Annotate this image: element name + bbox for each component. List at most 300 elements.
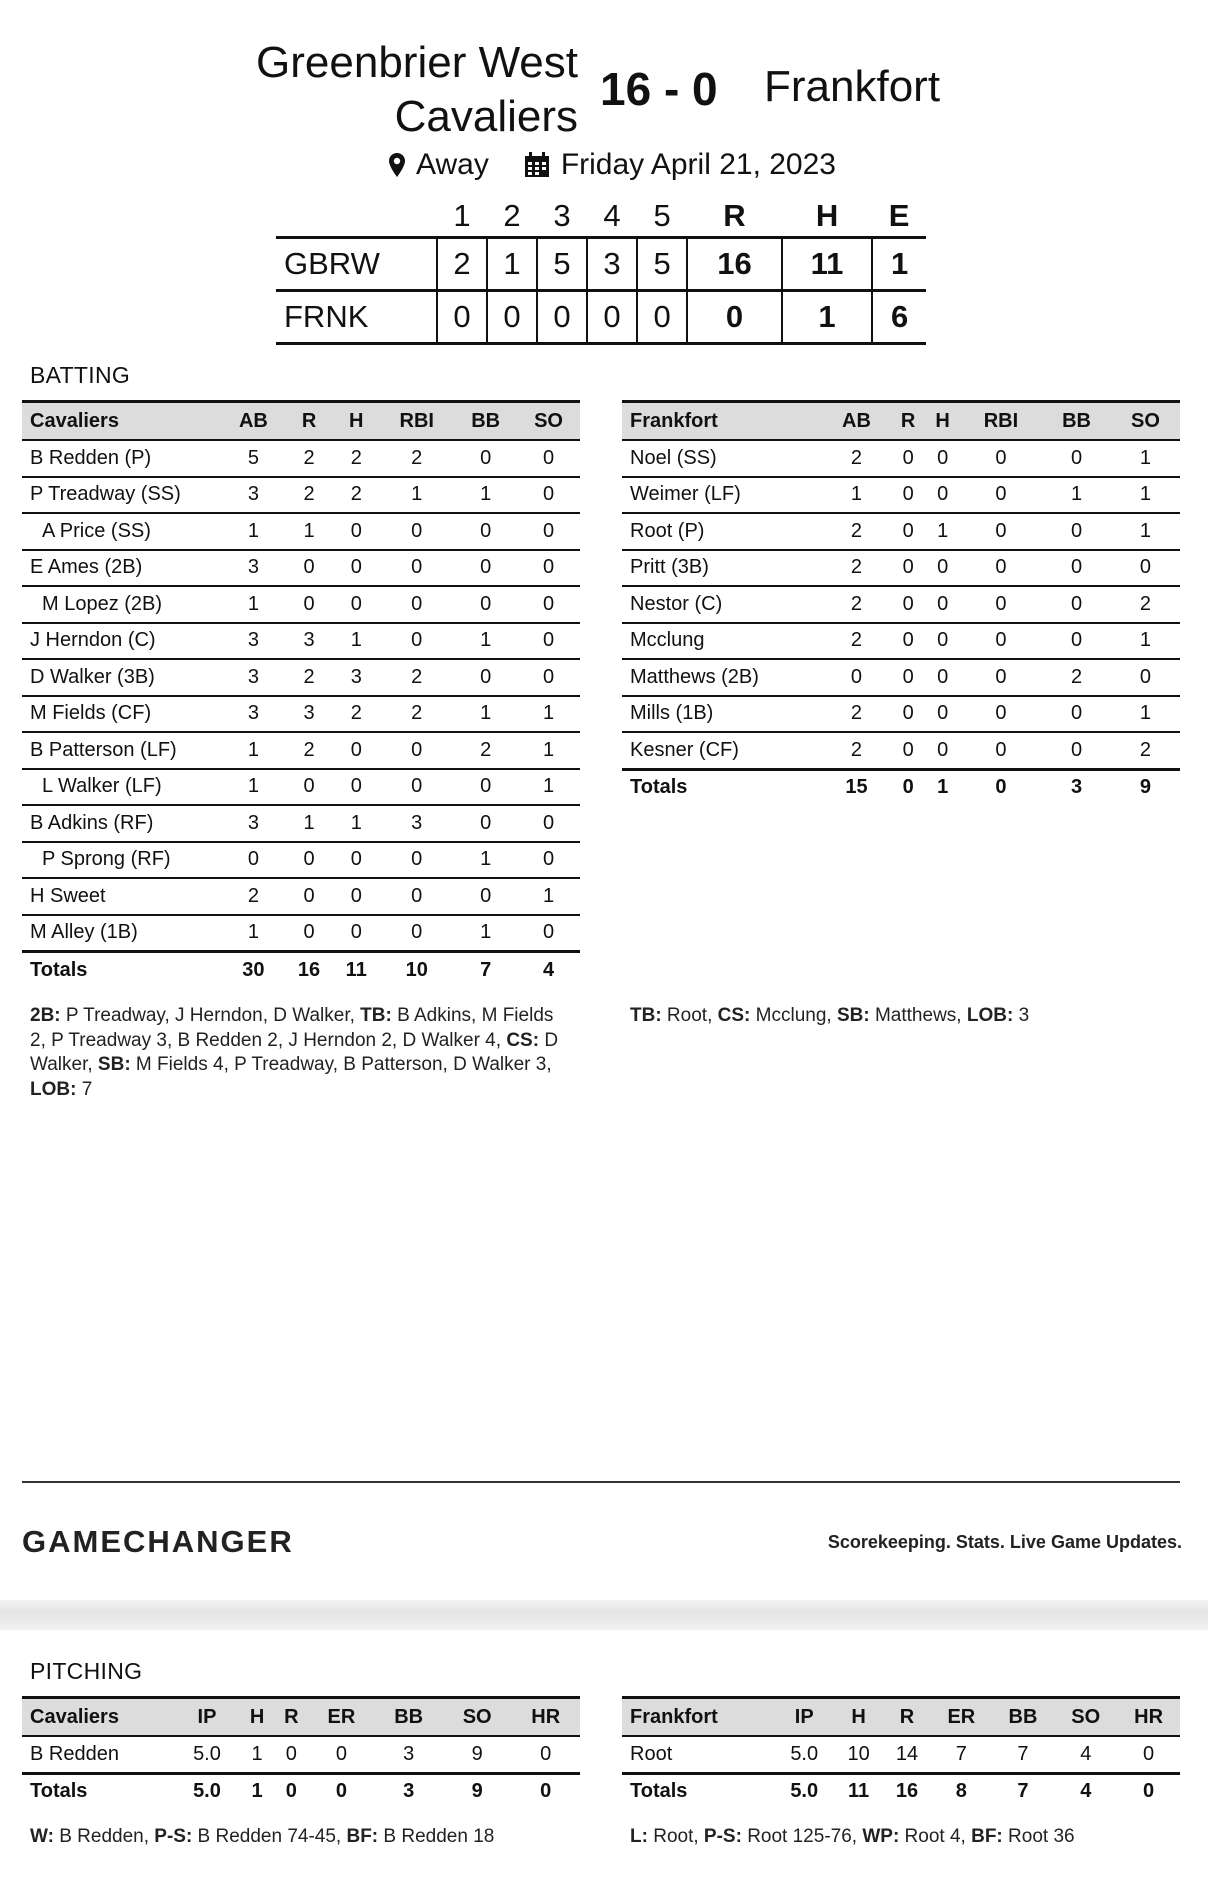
stat-value: 0 (333, 842, 379, 879)
player-row (622, 586, 1180, 623)
total-value: 0 (335, 1780, 347, 1803)
stat-value: 0 (925, 732, 959, 769)
player-row (22, 842, 580, 879)
stat-value: 0 (454, 769, 517, 806)
total-value: 0 (902, 776, 914, 799)
stat-value: 2 (822, 513, 891, 550)
note-label: CS: (717, 1005, 751, 1026)
stat-value: 1 (517, 696, 580, 733)
stat-value: 0 (960, 623, 1042, 660)
stat-value: 0 (517, 440, 580, 477)
note-label: CS: (506, 1029, 540, 1051)
stat-value: 1 (925, 513, 959, 550)
total-runs: 0 (687, 291, 782, 344)
away-team-name: Frankfort (764, 62, 941, 111)
note-label: WP: (862, 1826, 900, 1847)
stat-value: 2 (333, 696, 379, 733)
note-text: 7 (76, 1078, 93, 1100)
stat-value: 7 (931, 1736, 991, 1773)
player-row (622, 1736, 1180, 1773)
stat-value: 1 (1111, 696, 1180, 733)
note-text: P Treadway, J Herndon, D Walker, (60, 1005, 361, 1026)
stat-value: 1 (222, 915, 285, 952)
stat-value: 2 (222, 878, 285, 915)
stat-value: 0 (891, 550, 925, 587)
stat-value: 2 (454, 732, 517, 769)
stat-value: 0 (308, 1736, 374, 1773)
total-value: 1 (251, 1780, 263, 1803)
player-row (22, 805, 580, 842)
linescore-team: GBRW (284, 246, 380, 281)
note-label: LOB: (30, 1078, 77, 1100)
stat-value: 0 (925, 477, 959, 514)
stat-value: 0 (285, 769, 333, 806)
stat-value: 0 (891, 659, 925, 696)
stats-header-row (22, 402, 580, 441)
stat-value: 1 (1111, 477, 1180, 514)
batting-table-home (22, 400, 580, 988)
player-name: Kesner (CF) (622, 732, 822, 769)
stat-value: 0 (891, 477, 925, 514)
total-value: 7 (1017, 1780, 1029, 1803)
stat-column-header: BB (1062, 409, 1091, 432)
stat-value: 0 (891, 623, 925, 660)
total-value: 11 (345, 958, 367, 981)
inning-score: 0 (637, 291, 687, 344)
linescore-header-row (276, 196, 926, 238)
stat-value: 3 (379, 805, 454, 842)
batting-notes-home (30, 1004, 570, 1102)
stat-column-header: BB (394, 1705, 424, 1728)
note-label: SB: (836, 1005, 870, 1026)
note-text: 3 (1013, 1005, 1030, 1026)
total-value: 11 (848, 1780, 870, 1803)
stat-value: 1 (379, 477, 454, 514)
player-name: Mills (1B) (622, 696, 822, 733)
stat-column-header: H (249, 1705, 265, 1728)
stat-value: 1 (454, 842, 517, 879)
linescore-team-header (276, 196, 437, 238)
player-name: D Walker (3B) (22, 659, 222, 696)
player-name: B Redden (22, 1736, 174, 1773)
player-row (622, 732, 1180, 769)
stat-value: 2 (333, 440, 379, 477)
stat-column-header: ER (327, 1705, 356, 1728)
player-row (622, 696, 1180, 733)
player-name: Mcclung (622, 623, 822, 660)
note-label: TB: (360, 1005, 392, 1026)
stat-value: 5 (222, 440, 285, 477)
stat-value: 2 (333, 477, 379, 514)
stat-value: 3 (222, 477, 285, 514)
stat-value: 0 (285, 878, 333, 915)
player-row (622, 477, 1180, 514)
player-row (22, 550, 580, 587)
total-value: 3 (403, 1780, 415, 1803)
stat-value: 0 (1117, 1736, 1180, 1773)
stat-value: 1 (517, 769, 580, 806)
note-text: Root, (661, 1005, 718, 1026)
total-value: 9 (471, 1780, 483, 1803)
player-row (22, 1736, 580, 1773)
stat-value: 0 (454, 659, 517, 696)
stat-value: 1 (454, 915, 517, 952)
note-label: LOB: (966, 1005, 1014, 1026)
player-row (22, 586, 580, 623)
totals-label: Totals (30, 958, 88, 981)
stat-value: 14 (883, 1736, 931, 1773)
location-text: Away (416, 148, 489, 181)
stat-value: 0 (1042, 732, 1111, 769)
stat-value: 1 (285, 805, 333, 842)
stat-value: 0 (379, 586, 454, 623)
pitching-notes-away (630, 1825, 1190, 1850)
stat-value: 3 (285, 623, 333, 660)
total-value: 16 (895, 1780, 919, 1803)
calendar-icon (523, 151, 551, 179)
inning-score: 0 (487, 291, 537, 344)
stat-column-header: R (900, 409, 916, 432)
stat-value: 2 (285, 732, 333, 769)
gamechanger-logo: GAMECHANGER (22, 1524, 294, 1559)
inning-score: 3 (587, 238, 637, 291)
note-text: Root 36 (1002, 1826, 1075, 1847)
runs-header: R (723, 198, 746, 233)
stat-value: 0 (379, 842, 454, 879)
stat-value: 2 (1111, 586, 1180, 623)
stat-value: 2 (822, 623, 891, 660)
stat-value: 0 (1111, 550, 1180, 587)
team-column-header: Frankfort (630, 409, 718, 432)
stat-value: 0 (379, 915, 454, 952)
stat-value: 1 (222, 732, 285, 769)
note-label: P-S: (154, 1826, 193, 1847)
total-value: 30 (242, 958, 265, 981)
stat-value: 0 (333, 878, 379, 915)
map-pin-icon (388, 152, 406, 178)
errors-header: E (888, 198, 910, 233)
stat-value: 3 (222, 659, 285, 696)
stat-column-header: AB (238, 409, 268, 432)
stat-value: 2 (822, 732, 891, 769)
note-label: P-S: (703, 1826, 742, 1847)
totals-row (22, 1773, 580, 1809)
stats-header-row (22, 1698, 580, 1737)
total-value: 0 (995, 776, 1007, 799)
stat-value: 2 (379, 659, 454, 696)
player-row (22, 878, 580, 915)
stat-column-header: IP (794, 1705, 814, 1728)
totals-label: Totals (630, 1780, 688, 1803)
stat-value: 2 (822, 440, 891, 477)
player-row (622, 440, 1180, 477)
stat-value: 0 (379, 513, 454, 550)
stat-value: 1 (240, 1736, 274, 1773)
stat-column-header: IP (197, 1705, 217, 1728)
total-hits: 11 (782, 238, 872, 291)
stat-value: 0 (891, 732, 925, 769)
pitching-section-title: PITCHING (30, 1658, 143, 1684)
team-column-header: Frankfort (630, 1705, 718, 1728)
stat-value: 0 (960, 696, 1042, 733)
stat-column-header: H (935, 409, 950, 432)
stat-value: 0 (960, 550, 1042, 587)
total-value: 16 (297, 958, 321, 981)
total-value: 3 (1070, 776, 1083, 799)
stat-value: 2 (1111, 732, 1180, 769)
stat-column-header: HR (531, 1705, 561, 1728)
player-row (22, 477, 580, 514)
stat-column-header: H (851, 1705, 866, 1728)
hits-header: H (815, 198, 839, 233)
stat-value: 0 (379, 732, 454, 769)
player-name: A Price (SS) (22, 513, 222, 550)
stat-value: 3 (285, 696, 333, 733)
stat-value: 0 (925, 659, 959, 696)
stats-header-row (622, 402, 1180, 441)
footer-divider (22, 1481, 1180, 1483)
stat-value: 0 (333, 513, 379, 550)
stat-value: 1 (454, 477, 517, 514)
stat-value: 0 (517, 586, 580, 623)
stat-value: 1 (222, 769, 285, 806)
stat-value: 3 (222, 550, 285, 587)
total-value: 0 (285, 1780, 297, 1803)
stat-value: 0 (960, 586, 1042, 623)
inning-header: 1 (453, 198, 471, 233)
stat-column-header: HR (1134, 1705, 1164, 1728)
stat-value: 0 (1042, 550, 1111, 587)
total-hits: 1 (782, 291, 872, 344)
stat-value: 0 (925, 586, 959, 623)
note-text: Root 125-76, (741, 1826, 863, 1847)
stat-value: 0 (925, 440, 959, 477)
player-row (622, 659, 1180, 696)
player-name: Root (P) (622, 513, 822, 550)
stat-value: 0 (517, 915, 580, 952)
stat-value: 3 (222, 805, 285, 842)
stat-value: 0 (517, 477, 580, 514)
stats-header-row (622, 1698, 1180, 1737)
note-label: BF: (971, 1826, 1003, 1847)
stat-value: 1 (222, 586, 285, 623)
stat-value: 0 (333, 732, 379, 769)
stat-value: 2 (1042, 659, 1111, 696)
stat-value: 0 (379, 550, 454, 587)
stat-value: 5.0 (774, 1736, 834, 1773)
stat-value: 0 (333, 915, 379, 952)
note-text: B Redden, (53, 1826, 155, 1847)
stat-value: 0 (274, 1736, 308, 1773)
stat-value: 7 (992, 1736, 1055, 1773)
final-score: 16 - 0 (600, 63, 718, 115)
stat-value: 2 (285, 659, 333, 696)
total-value: 0 (540, 1780, 552, 1803)
note-label: 2B: (30, 1005, 61, 1026)
player-row (22, 696, 580, 733)
stat-value: 1 (333, 623, 379, 660)
stat-value: 0 (1111, 659, 1180, 696)
stat-value: 0 (333, 550, 379, 587)
player-name: B Redden (P) (22, 440, 222, 477)
player-row (22, 769, 580, 806)
linescore-team: FRNK (284, 299, 369, 334)
note-text: B Adkins, M Fields 2, P Treadway 3, B Redden 2, J Herndon 2, D Walker 4, (30, 1005, 554, 1051)
stat-column-header: R (284, 1705, 299, 1728)
player-name: H Sweet (22, 878, 222, 915)
stat-value: 1 (822, 477, 891, 514)
stat-value: 0 (454, 550, 517, 587)
stat-value: 2 (379, 696, 454, 733)
stat-column-header: RBI (983, 409, 1019, 432)
player-row (22, 623, 580, 660)
note-text: Matthews, (869, 1005, 967, 1026)
stat-value: 0 (454, 878, 517, 915)
note-text: D Walker, (30, 1029, 559, 1075)
stat-value: 0 (517, 659, 580, 696)
stat-value: 0 (285, 842, 333, 879)
player-name: L Walker (LF) (22, 769, 222, 806)
pitching-table-away (622, 1696, 1180, 1809)
player-name: J Herndon (C) (22, 623, 222, 660)
total-value: 9 (1139, 776, 1152, 799)
stat-column-header: BB (471, 409, 501, 432)
player-name: P Sprong (RF) (22, 842, 222, 879)
totals-row (622, 769, 1180, 805)
player-row (22, 440, 580, 477)
stat-value: 0 (517, 842, 580, 879)
player-name: P Treadway (SS) (22, 477, 222, 514)
stat-value: 2 (285, 440, 333, 477)
total-value: 4 (542, 958, 555, 981)
game-date: Friday April 21, 2023 (560, 148, 836, 181)
total-errors: 6 (872, 291, 926, 344)
totals-row (22, 952, 580, 988)
inning-score: 2 (437, 238, 487, 291)
player-row (622, 550, 1180, 587)
note-text: Mcclung, (750, 1005, 837, 1026)
player-name: Noel (SS) (622, 440, 822, 477)
pitching-notes-home (30, 1825, 590, 1850)
stat-value: 0 (517, 550, 580, 587)
player-name: M Fields (CF) (22, 696, 222, 733)
player-row (22, 659, 580, 696)
stat-value: 0 (222, 842, 285, 879)
stat-value: 4 (1054, 1736, 1117, 1773)
total-value: 0 (1143, 1780, 1155, 1803)
inning-score: 0 (587, 291, 637, 344)
batting-table-away (622, 400, 1180, 805)
note-label: W: (30, 1826, 54, 1847)
total-value: 10 (405, 958, 428, 981)
stat-value: 0 (960, 659, 1042, 696)
stat-value: 0 (891, 440, 925, 477)
totals-row (622, 1773, 1180, 1809)
stat-value: 0 (822, 659, 891, 696)
linescore-table (276, 196, 926, 345)
stat-value: 10 (834, 1736, 882, 1773)
stat-column-header: R (301, 409, 317, 432)
player-name: Pritt (3B) (622, 550, 822, 587)
home-team-line1: Greenbrier West (256, 38, 578, 87)
stat-column-header: SO (1071, 1705, 1101, 1728)
stat-value: 0 (960, 477, 1042, 514)
stat-value: 0 (517, 805, 580, 842)
inning-score: 1 (487, 238, 537, 291)
note-label: BF: (346, 1826, 379, 1847)
pitching-table-home (22, 1696, 580, 1809)
stat-value: 3 (374, 1736, 443, 1773)
stat-value: 1 (517, 732, 580, 769)
stat-value: 0 (511, 1736, 580, 1773)
stat-value: 1 (285, 513, 333, 550)
player-row (22, 915, 580, 952)
stat-value: 1 (1042, 477, 1111, 514)
stat-value: 5.0 (174, 1736, 240, 1773)
stat-column-header: RBI (399, 409, 434, 432)
stat-value: 9 (443, 1736, 512, 1773)
stat-column-header: H (349, 409, 364, 432)
game-meta (388, 148, 836, 182)
stat-value: 0 (285, 915, 333, 952)
stat-value: 0 (333, 586, 379, 623)
note-label: SB: (97, 1054, 131, 1075)
stat-value: 0 (1042, 513, 1111, 550)
totals-label: Totals (30, 1780, 88, 1803)
stat-value: 0 (891, 586, 925, 623)
player-row (22, 732, 580, 769)
stat-value: 0 (333, 769, 379, 806)
linescore-row-away (276, 291, 926, 344)
stat-value: 3 (222, 623, 285, 660)
stat-value: 0 (517, 623, 580, 660)
stat-column-header: SO (1131, 409, 1160, 432)
player-name: B Patterson (LF) (22, 732, 222, 769)
note-text: Root 4, (899, 1826, 972, 1847)
inning-score: 5 (637, 238, 687, 291)
player-name: Root (622, 1736, 774, 1773)
stat-value: 0 (379, 769, 454, 806)
stat-value: 0 (960, 513, 1042, 550)
total-value: 7 (480, 958, 492, 981)
inning-score: 5 (537, 238, 587, 291)
inning-header: 4 (603, 198, 621, 233)
stat-value: 0 (891, 696, 925, 733)
stat-value: 1 (454, 623, 517, 660)
page-break-band (0, 1600, 1208, 1630)
stat-value: 2 (822, 696, 891, 733)
note-text: Root, (647, 1826, 704, 1847)
stat-value: 0 (1042, 623, 1111, 660)
totals-label: Totals (630, 776, 688, 799)
total-errors: 1 (872, 238, 926, 291)
stat-value: 2 (822, 586, 891, 623)
stat-value: 3 (222, 696, 285, 733)
player-name: Weimer (LF) (622, 477, 822, 514)
stat-value: 0 (285, 586, 333, 623)
stat-value: 0 (960, 440, 1042, 477)
note-label: TB: (630, 1005, 662, 1026)
batting-section-title: BATTING (30, 362, 131, 388)
total-value: 8 (955, 1780, 967, 1803)
stat-value: 0 (379, 878, 454, 915)
stat-column-header: ER (947, 1705, 976, 1728)
player-row (22, 513, 580, 550)
stat-value: 1 (517, 878, 580, 915)
stat-value: 0 (1042, 696, 1111, 733)
batting-notes-away (630, 1004, 1170, 1029)
inning-header: 2 (503, 198, 521, 233)
